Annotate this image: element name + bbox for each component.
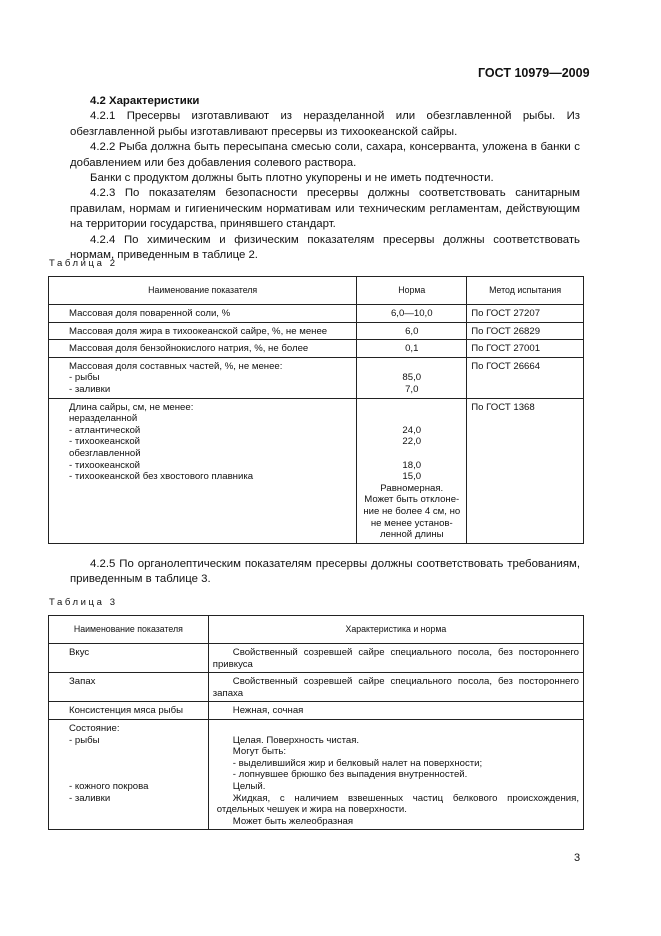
table-row [49,702,584,720]
norm-note: ленной длины [379,529,444,541]
paragraph: 4.2.3 По показателям безопасности пресервы должны соответствовать санитарным правилам, нормам и гигиеническим нормативам или техническим регламентам, действующим на территории государства, принявшего стандарт. [70,187,580,231]
table2-header: Норма [357,277,467,305]
table2-norm: 0,1 [357,340,467,358]
line: - выделившийся жир и белковый налет на поверхности; [232,757,483,769]
table3-caption: Таблица 3 [49,597,118,608]
line: Длина сайры, см, не менее: [69,401,194,413]
table2-norm [357,398,467,543]
section-text [70,94,580,263]
table2-name: Массовая доля жира в тихоокеанской сайре, %, не менее [49,322,357,340]
line [361,361,462,373]
line: 22,0 [402,436,422,448]
table-row [49,644,584,673]
line: Могут быть: [232,746,287,758]
table2-norm: 6,0 [357,322,467,340]
line: - атлантической [69,424,141,436]
table2-header: Метод испытания [467,277,584,305]
table-row [49,322,584,340]
norm-note: не менее установ- [370,517,453,529]
table-row [49,340,584,358]
table2 [48,276,584,544]
table2-method: По ГОСТ 27001 [467,340,584,358]
table2-norm: 6,0—10,0 [357,305,467,323]
line: 85,0 [402,372,422,384]
table-row [49,305,584,323]
paragraph: Банки с продуктом должны быть плотно укупорены и не иметь подтечности. [90,172,494,185]
line: - тихоокеанской [69,459,141,471]
line: Массовая доля составных частей, %, не менее: [69,360,283,372]
line: Может быть желеобразная [232,815,354,827]
table3 [48,615,584,830]
table3-value: Свойственный созревшей сайре специального посола, без постороннего запаха [208,673,583,702]
section-title: 4.2 Характеристики [90,95,200,107]
table2-name [49,357,357,398]
paragraph: 4.2.2 Рыба должна быть пересыпана смесью соли, сахара, консерванта, уложена в банки с добавлением или без добавления солевого раствора. [70,141,580,169]
table-row [49,673,584,702]
table2-caption: Таблица 2 [49,258,118,269]
line: 15,0 [402,471,422,483]
line [69,746,204,758]
table3-name: Консистенция мяса рыбы [49,702,209,720]
table3-name [49,719,209,829]
table2-method: По ГОСТ 1368 [467,398,584,543]
table-row [49,357,584,398]
line: - заливки [69,383,111,395]
norm-note: Равномерная. [380,482,444,494]
line: неразделанной [69,413,138,425]
line: - заливки [69,792,111,804]
table3-value: Нежная, сочная [208,702,583,720]
line: 7,0 [405,383,419,395]
line: - кожного покрова [69,780,149,792]
table2-norm [357,357,467,398]
line: - рыбы [69,372,100,384]
line: - рыбы [69,734,100,746]
line: - тихоокеанской [69,436,141,448]
paragraph: 4.2.1 Пресервы изготавливают из неразделанной или обезглавленной рыбы. Из обезглавленной рыбы изготавливают пресервы из тихоокеанской сайры. [70,110,580,138]
line: Целая. Поверхность чистая. [232,734,360,746]
paragraph: 4.2.4 По химическим и физическим показателям пресервы должны соответствовать нормам, приведенным в таблице 2. [70,233,580,262]
table2-method: По ГОСТ 26664 [467,357,584,398]
page-number: 3 [574,852,581,864]
table2-method: По ГОСТ 26829 [467,322,584,340]
table3-header: Характеристика и норма [208,616,583,644]
line [361,413,462,425]
line [361,448,462,460]
table3-value [208,719,583,829]
line: Целый. [232,780,266,792]
line: - лопнувшее брюшко без выпадения внутренностей. [232,769,468,781]
standard-header: ГОСТ 10979—2009 [478,66,590,80]
table3-name: Вкус [49,644,209,673]
table-row [49,719,584,829]
table3-value: Свойственный созревшей сайре специального посола, без постороннего привкуса [208,644,583,673]
line [69,758,204,770]
table2-name: Массовая доля бензойнокислого натрия, %, не более [49,340,357,358]
table2-method: По ГОСТ 27207 [467,305,584,323]
line [69,769,204,781]
table3-name: Запах [49,673,209,702]
table2-name [49,398,357,543]
table3-header: Наименование показателя [49,616,209,644]
norm-note: ние не более 4 см, но [363,505,461,517]
line: обезглавленной [69,447,141,459]
line [361,402,462,414]
line [217,723,579,735]
line: 18,0 [402,459,422,471]
norm-note: Может быть отклоне- [364,494,460,506]
table2-header: Наименование показателя [49,277,357,305]
paragraph-4-2-5: 4.2.5 По органолептическим показателям пресервы должны соответствовать требованиям, приведенным в таблице 3. [70,558,580,586]
line: - тихоокеанской без хвостового плавника [69,471,254,483]
table-row [49,398,584,543]
line: 24,0 [402,424,422,436]
line: Состояние: [69,722,120,734]
table2-name: Массовая доля поваренной соли, % [49,305,357,323]
line: Жидкая, с наличием взвешенных частиц белкового происхождения, отдельных чешуек и жира на поверхности. [216,792,579,816]
